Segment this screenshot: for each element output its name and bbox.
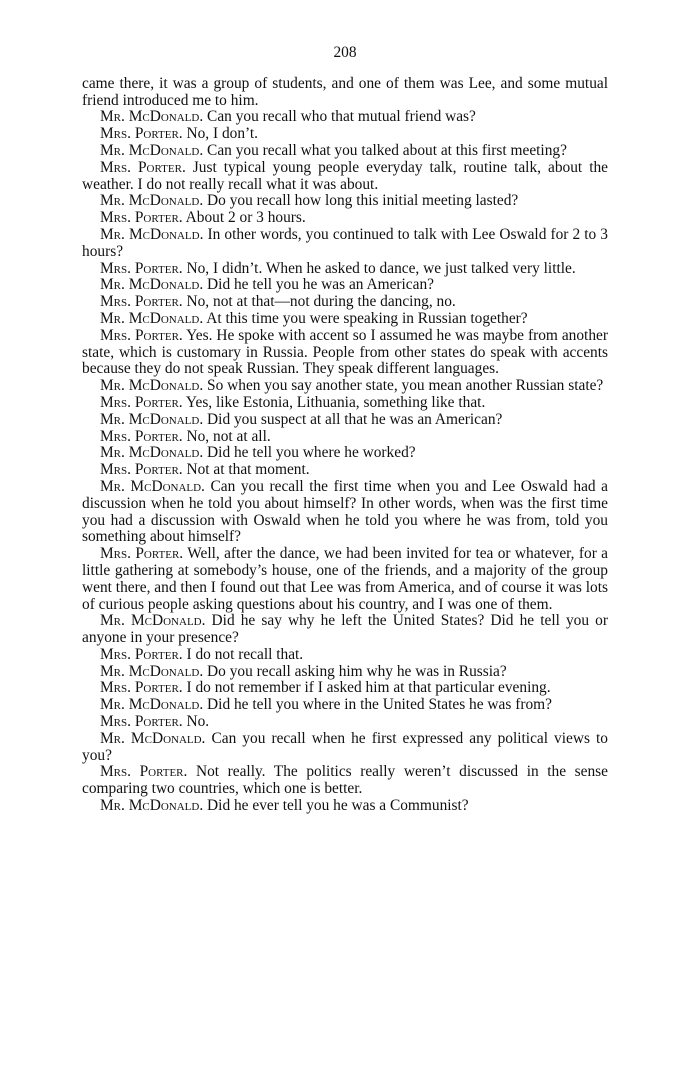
paragraph-text: At this time you were speaking in Russian together? <box>203 309 528 327</box>
transcript-paragraph <box>82 445 608 462</box>
transcript-paragraph <box>82 328 608 378</box>
paragraph-text: No, not at that—not during the dancing, no. <box>182 293 456 311</box>
speaker-name: Mr. McDonald. <box>100 797 204 815</box>
speaker-name: Mr. McDonald. <box>100 662 204 680</box>
transcript-paragraph <box>82 193 608 210</box>
transcript-paragraph <box>82 395 608 412</box>
transcript-paragraph <box>82 479 608 546</box>
paragraph-text: Just typical young people everyday talk, routine talk, about the weather. I do not really recall what it was about. <box>82 158 608 193</box>
paragraph-text: I do not recall that. <box>182 645 304 663</box>
paragraph-text: Can you recall who that mutual friend was? <box>203 108 476 126</box>
transcript-paragraph <box>82 429 608 446</box>
paragraph-text: Did he say why he left the United States? Did he tell you or anyone in your presence? <box>82 612 608 647</box>
speaker-name: Mrs. Porter. <box>100 645 183 663</box>
paragraph-text: Can you recall the first time when you and Lee Oswald had a discussion when he told you about himself? In other words, when was the first time you had a discussion with Oswald when he told you where he was from, told you something about himself? <box>82 477 608 546</box>
transcript-paragraph <box>82 613 608 647</box>
transcript-paragraph <box>82 109 608 126</box>
transcript-paragraph <box>82 714 608 731</box>
transcript-paragraph <box>82 664 608 681</box>
transcript-paragraph <box>82 731 608 765</box>
paragraph-text: Well, after the dance, we had been invited for tea or whatever, for a little gathering at somebody’s house, one of the friends, and a majority of the group went there, and then I found out that Lee was from America, and of course it was lots of curious people asking questions about his country, and I was one of them. <box>82 545 608 613</box>
speaker-name: Mr. McDonald. <box>100 377 204 395</box>
transcript-paragraph <box>82 647 608 664</box>
document-page <box>82 45 608 815</box>
paragraph-text: No, I don’t. <box>182 125 259 143</box>
paragraph-text: No, I didn’t. When he asked to dance, we just talked very little. <box>182 259 576 277</box>
speaker-name: Mrs. Porter. <box>100 763 188 781</box>
paragraph-text: Do you recall asking him why he was in Russia? <box>203 662 507 680</box>
paragraph-text: Did he tell you where he worked? <box>203 444 416 462</box>
transcript-paragraph <box>82 277 608 294</box>
transcript-paragraph <box>82 294 608 311</box>
paragraph-text: Not really. The politics really weren’t discussed in the sense comparing two countries, which one is better. <box>82 763 608 798</box>
transcript-paragraph <box>82 680 608 697</box>
speaker-name: Mr. McDonald. <box>100 612 206 630</box>
speaker-name: Mrs. Porter. <box>100 293 183 311</box>
transcript-paragraph <box>82 697 608 714</box>
speaker-name: Mrs. Porter. <box>100 158 186 176</box>
speaker-name: Mr. McDonald. <box>100 192 204 210</box>
transcript-body <box>82 76 608 815</box>
speaker-name: Mr. McDonald. <box>100 696 204 714</box>
transcript-paragraph <box>82 798 608 815</box>
transcript-paragraph <box>82 227 608 261</box>
paragraph-text: Did he tell you he was an American? <box>203 276 434 294</box>
speaker-name: Mrs. Porter. <box>100 427 183 445</box>
paragraph-text: In other words, you continued to talk with Lee Oswald for 2 to 3 hours? <box>82 225 609 260</box>
paragraph-text: Yes, like Estonia, Lithuania, something like that. <box>182 393 486 411</box>
speaker-name: Mrs. Porter. <box>100 393 183 411</box>
transcript-paragraph <box>82 764 608 798</box>
speaker-name: Mr. McDonald. <box>100 309 204 327</box>
speaker-name: Mr. McDonald. <box>100 410 204 428</box>
transcript-paragraph <box>82 412 608 429</box>
paragraph-text: Do you recall how long this initial meeting lasted? <box>203 192 519 210</box>
paragraph-text: Can you recall when he first expressed any political views to you? <box>82 729 608 764</box>
paragraph-text: Not at that moment. <box>182 461 310 479</box>
paragraph-text: came there, it was a group of students, and one of them was Lee, and some mutual friend introduced me to him. <box>82 74 608 109</box>
speaker-name: Mr. McDonald. <box>100 444 204 462</box>
paragraph-text: Did he tell you where in the United States he was from? <box>203 696 552 714</box>
transcript-paragraph <box>82 462 608 479</box>
speaker-name: Mrs. Porter. <box>100 545 184 563</box>
speaker-name: Mrs. Porter. <box>100 713 183 731</box>
transcript-paragraph <box>82 143 608 160</box>
speaker-name: Mr. McDonald. <box>100 141 204 159</box>
paragraph-text: No. <box>182 713 210 731</box>
speaker-name: Mrs. Porter. <box>100 125 183 143</box>
paragraph-text: So when you say another state, you mean another Russian state? <box>203 377 604 395</box>
transcript-paragraph <box>82 546 608 613</box>
speaker-name: Mr. McDonald. <box>100 108 204 126</box>
speaker-name: Mr. McDonald. <box>100 276 204 294</box>
speaker-name: Mr. McDonald. <box>100 225 204 243</box>
transcript-paragraph <box>82 210 608 227</box>
paragraph-text: Can you recall what you talked about at this first meeting? <box>203 141 567 159</box>
speaker-name: Mr. McDonald. <box>100 477 205 495</box>
speaker-name: Mrs. Porter. <box>100 679 183 697</box>
speaker-name: Mrs. Porter. <box>100 326 183 344</box>
paragraph-text: No, not at all. <box>182 427 271 445</box>
speaker-name: Mrs. Porter. <box>100 259 183 277</box>
speaker-name: Mrs. Porter. <box>100 209 183 227</box>
transcript-paragraph <box>82 160 608 194</box>
speaker-name: Mrs. Porter. <box>100 461 183 479</box>
paragraph-text: Yes. He spoke with accent so I assumed he was maybe from another state, which is customary in Russia. People from other states do speak with accents because they do not speak Russian. They speak different languages. <box>82 326 608 378</box>
transcript-paragraph <box>82 126 608 143</box>
page-number: 208 <box>333 44 357 61</box>
paragraph-text: Did you suspect at all that he was an American? <box>203 410 503 428</box>
transcript-paragraph <box>82 378 608 395</box>
transcript-paragraph <box>82 76 608 110</box>
paragraph-text: About 2 or 3 hours. <box>182 209 306 227</box>
speaker-name: Mr. McDonald. <box>100 729 206 747</box>
transcript-paragraph <box>82 311 608 328</box>
transcript-paragraph <box>82 261 608 278</box>
paragraph-text: I do not remember if I asked him at that particular evening. <box>182 679 551 697</box>
paragraph-text: Did he ever tell you he was a Communist? <box>203 797 469 815</box>
